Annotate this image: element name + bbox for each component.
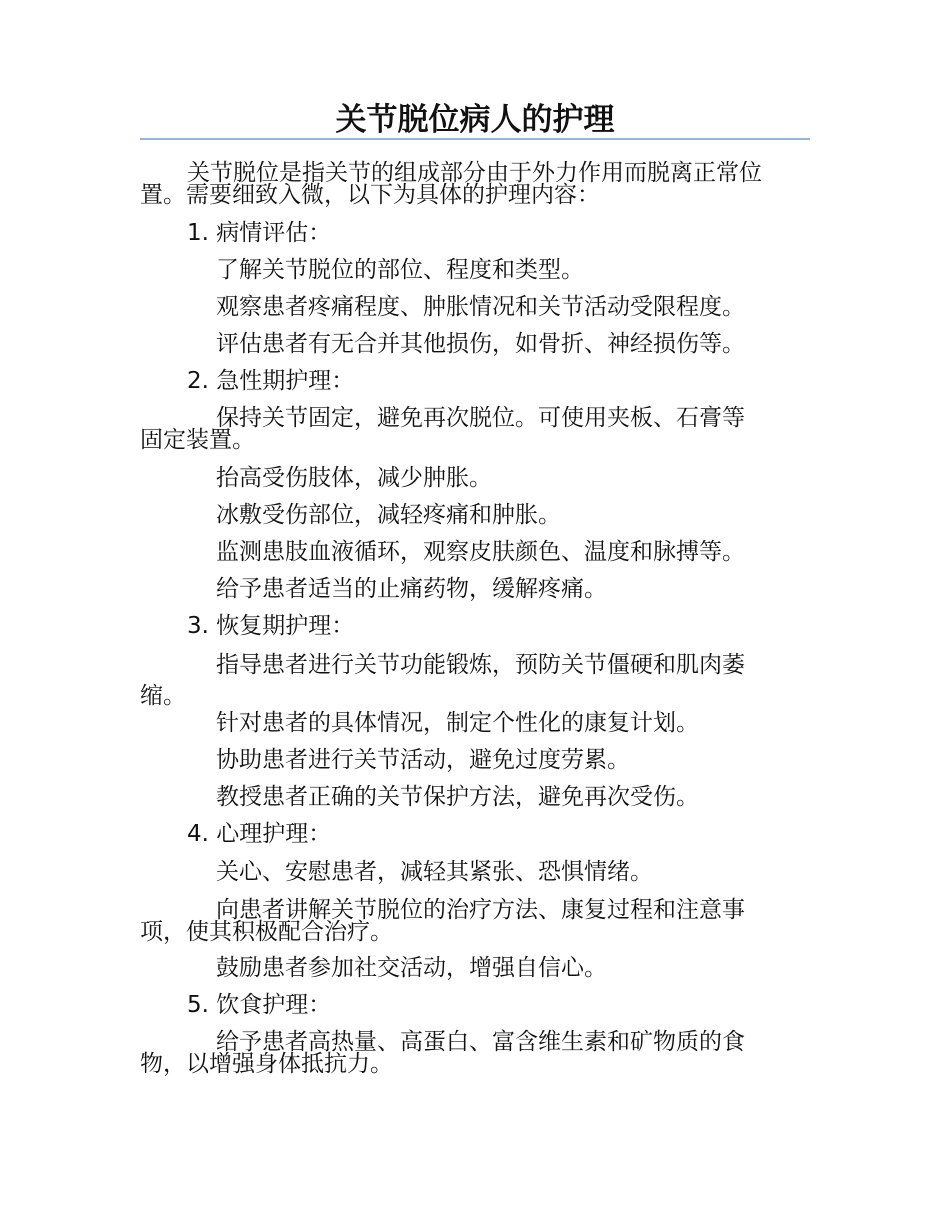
section-heading-assessment: 1. 病情评估： [187,220,332,246]
list-item-line-2: 固定装置。 [140,427,255,453]
list-item: 评估患者有无合并其他损伤，如骨折、神经损伤等。 [216,331,745,357]
list-item-wrapped [140,650,745,711]
list-item: 抬高受伤肢体，减少肿胀。 [216,465,492,491]
list-item-line-1: 保持关节固定，避免再次脱位。可使用夹板、石膏等 [216,405,745,431]
document-title: 关节脱位病人的护理 [335,102,615,138]
intro-paragraph [140,158,762,210]
intro-line-1: 关节脱位是指关节的组成部分由于外力作用而脱离正常位 [187,160,762,186]
section-heading-diet-care: 5. 饮食护理： [187,992,332,1018]
list-item-line-2: 物，以增强身体抵抗力。 [140,1051,393,1077]
list-item-wrapped [140,1027,745,1079]
list-item-wrapped [140,895,745,947]
section-heading-recovery-care: 3. 恢复期护理： [187,613,355,639]
list-item: 了解关节脱位的部位、程度和类型。 [216,257,584,283]
list-item: 教授患者正确的关节保护方法，避免再次受伤。 [216,784,699,810]
list-item: 关心、安慰患者，减轻其紧张、恐惧情绪。 [216,859,653,885]
title-underline [140,138,810,140]
list-item-line-1: 给予患者高热量、高蛋白、富含维生素和矿物质的食 [216,1029,745,1055]
list-item: 给予患者适当的止痛药物，缓解疼痛。 [216,576,607,602]
list-item-line-2: 项，使其积极配合治疗。 [140,919,393,945]
list-item: 协助患者进行关节活动，避免过度劳累。 [216,747,630,773]
list-item: 观察患者疼痛程度、肿胀情况和关节活动受限程度。 [216,294,745,320]
list-item: 冰敷受伤部位，减轻疼痛和肿胀。 [216,502,561,528]
list-item-line-2: 缩。 [140,683,186,709]
section-heading-psychological-care: 4. 心理护理： [187,821,332,847]
list-item-line-1: 向患者讲解关节脱位的治疗方法、康复过程和注意事 [216,897,745,923]
list-item: 鼓励患者参加社交活动，增强自信心。 [216,955,607,981]
list-item: 监测患肢血液循环，观察皮肤颜色、温度和脉搏等。 [216,539,745,565]
intro-line-2: 置。需要细致入微，以下为具体的护理内容： [140,182,600,208]
section-heading-acute-care: 2. 急性期护理： [187,368,355,394]
list-item-line-1: 指导患者进行关节功能锻炼，预防关节僵硬和肌肉萎 [216,652,745,678]
list-item: 针对患者的具体情况，制定个性化的康复计划。 [216,710,699,736]
list-item-wrapped [140,403,745,455]
